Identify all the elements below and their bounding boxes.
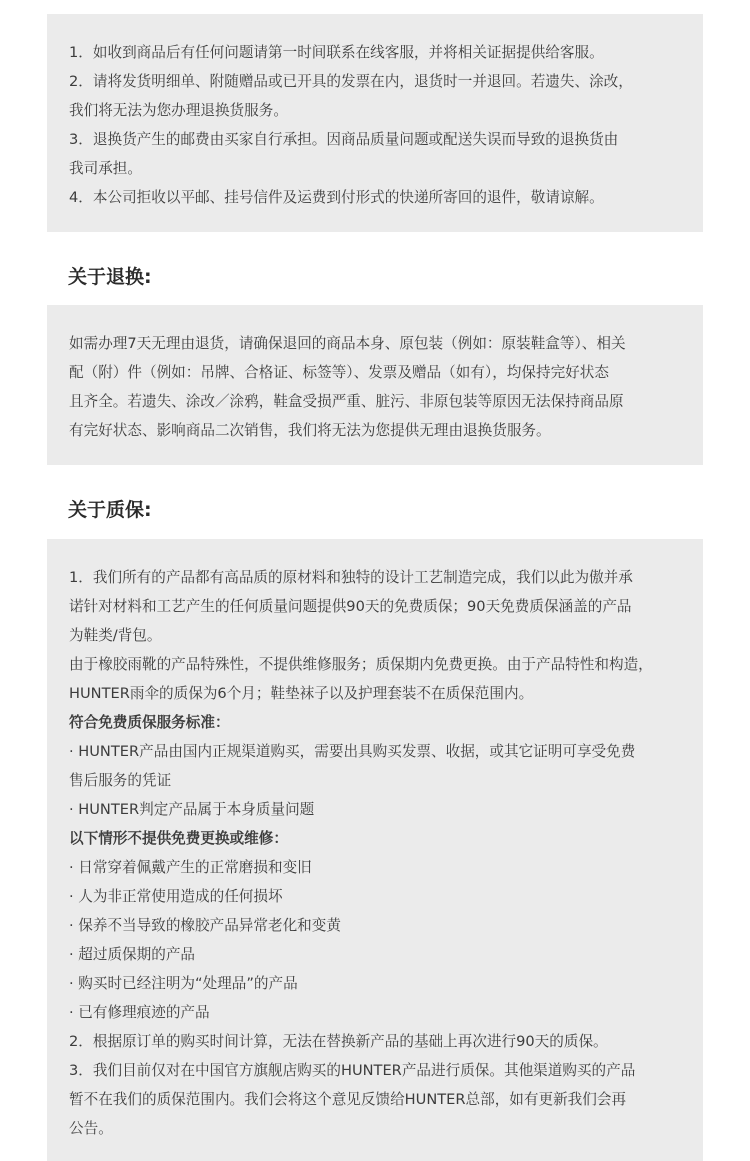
shipping-notes-box: [47, 14, 703, 232]
exchange-line-4: 有完好状态、影响商品二次销售，我们将无法为您提供无理由退换货服务。: [69, 422, 551, 439]
note-line-1: 1．如收到商品后有任何问题请第一时间联系在线客服，并将相关证据提供给客服。: [69, 44, 604, 61]
warranty-bullet: · 保养不当导致的橡胶产品异常老化和变黄: [69, 917, 341, 934]
warranty-section-title: 关于质保:: [68, 499, 152, 521]
warranty-line: 诺针对材料和工艺产生的任何质量问题提供90天的免费质保；90天免费质保涵盖的产品: [69, 598, 632, 615]
exchange-policy-box: [47, 305, 703, 465]
exchange-line-1: 如需办理7天无理由退货，请确保退回的商品本身、原包装（例如：原装鞋盒等）、相关: [69, 335, 626, 352]
warranty-bullet: · 人为非正常使用造成的任何损坏: [69, 888, 283, 905]
warranty-line: 为鞋类/背包。: [69, 627, 162, 644]
warranty-bullet: · 日常穿着佩戴产生的正常磨损和变旧: [69, 859, 312, 876]
warranty-bullet: · 购买时已经注明为“处理品”的产品: [69, 975, 298, 992]
warranty-line: 暂不在我们的质保范围内。我们会将这个意见反馈给HUNTER总部，如有更新我们会再: [69, 1091, 627, 1108]
warranty-bullet-cont: 售后服务的凭证: [69, 772, 172, 789]
warranty-bullet: · HUNTER判定产品属于本身质量问题: [69, 801, 315, 818]
note-line-2: 2．请将发货明细单、附随赠品或已开具的发票在内，退货时一并退回。若遗失、涂改，: [69, 73, 633, 90]
warranty-line: 公告。: [69, 1120, 113, 1137]
warranty-line: 3．我们目前仅对在中国官方旗舰店购买的HUNTER产品进行质保。其他渠道购买的产品: [69, 1062, 636, 1079]
note-line-3-cont: 我司承担。: [69, 160, 142, 177]
warranty-subheading-excluded: 以下情形不提供免费更换或维修：: [69, 830, 288, 847]
exchange-line-2: 配（附）件（例如：吊牌、合格证、标签等）、发票及赠品（如有），均保持完好状态: [69, 364, 609, 381]
warranty-bullet: · 超过质保期的产品: [69, 946, 196, 963]
warranty-line: 1．我们所有的产品都有高品质的原材料和独特的设计工艺制造完成，我们以此为傲并承: [69, 569, 633, 586]
warranty-line: 由于橡胶雨靴的产品特殊性，不提供维修服务；质保期内免费更换。由于产品特性和构造，: [69, 656, 653, 673]
warranty-bullet: · HUNTER产品由国内正规渠道购买，需要出具购买发票、收据，或其它证明可享受免费: [69, 743, 636, 760]
exchange-section-title: 关于退换:: [68, 266, 152, 288]
note-line-3: 3．退换货产生的邮费由买家自行承担。因商品质量问题或配送失误而导致的退换货由: [69, 131, 619, 148]
warranty-line: HUNTER雨伞的质保为6个月；鞋垫袜子以及护理套装不在质保范围内。: [69, 685, 534, 702]
note-line-4: 4．本公司拒收以平邮、挂号信件及运费到付形式的快递所寄回的退件，敬请谅解。: [69, 189, 604, 206]
warranty-bullet: · 已有修理痕迹的产品: [69, 1004, 210, 1021]
note-line-2-cont: 我们将无法为您办理退换货服务。: [69, 102, 288, 119]
warranty-line: 2．根据原订单的购买时间计算，无法在替换新产品的基础上再次进行90天的质保。: [69, 1033, 608, 1050]
warranty-policy-box: [47, 539, 703, 1161]
exchange-line-3: 且齐全。若遗失、涂改／涂鸦，鞋盒受损严重、脏污、非原包装等原因无法保持商品原: [69, 393, 624, 410]
warranty-subheading-eligible: 符合免费质保服务标准：: [69, 714, 230, 731]
